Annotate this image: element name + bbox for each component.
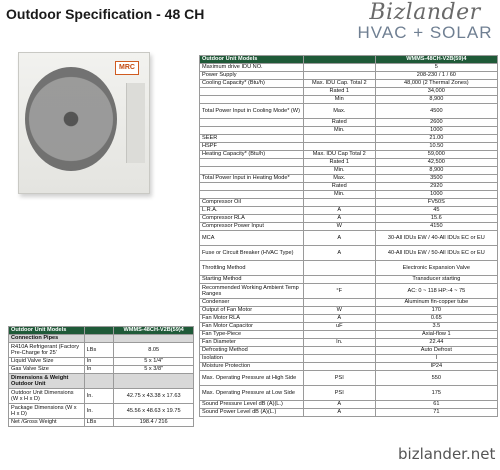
table-cell: 208-230 / 1 / 60	[375, 72, 497, 80]
table-cell: 1000	[375, 191, 497, 199]
table-row	[9, 358, 194, 366]
table-cell: Rated 1	[303, 88, 375, 96]
table-cell	[200, 159, 304, 167]
table-row	[9, 389, 194, 404]
table-cell: Transducer starting	[375, 276, 497, 284]
table-cell: 8,900	[375, 167, 497, 175]
table-cell: 175	[375, 386, 497, 401]
table-cell: A	[303, 246, 375, 261]
connection-dimension-table	[8, 326, 194, 427]
table-row	[200, 401, 498, 409]
table-cell: IP24	[375, 363, 497, 371]
brand-name: Bizlander	[369, 0, 481, 25]
table-row	[200, 127, 498, 135]
table-cell: Starting Method	[200, 276, 304, 284]
table-row	[200, 119, 498, 127]
table-row	[200, 355, 498, 363]
table-cell: A	[303, 207, 375, 215]
table-cell: LBs	[84, 343, 114, 358]
table-cell	[303, 331, 375, 339]
table-row	[200, 183, 498, 191]
table-header-row	[9, 327, 194, 335]
table-cell: 21.00	[375, 135, 497, 143]
table-cell: 550	[375, 371, 497, 386]
table-cell: 0.65	[375, 315, 497, 323]
table-row	[200, 331, 498, 339]
table-cell: Liquid Valve Size	[9, 358, 85, 366]
table-cell: In.	[303, 339, 375, 347]
table-row	[200, 299, 498, 307]
table-row	[9, 374, 194, 389]
table-cell: W	[303, 307, 375, 315]
website-url[interactable]: bizlander.net	[398, 445, 496, 463]
table-cell: Max. Operating Pressure at High Side	[200, 371, 304, 386]
table-cell: 3.5	[375, 323, 497, 331]
table-cell: Total Power Input in Heating Mode*	[200, 175, 304, 183]
table-row	[200, 207, 498, 215]
table-cell: I	[375, 355, 497, 363]
table-cell: 61	[375, 401, 497, 409]
table-cell: Auto Defrost	[375, 347, 497, 355]
table-row	[200, 231, 498, 246]
table-cell: Aluminum fin-copper tube	[375, 299, 497, 307]
table-row	[200, 284, 498, 299]
page-title: Outdoor Specification - 48 CH	[6, 6, 205, 22]
table-cell: 10.50	[375, 143, 497, 151]
table-cell: 48,000 (2 Thermal Zones)	[375, 80, 497, 88]
table-cell: Fan Type-Piece	[200, 331, 304, 339]
table-cell	[200, 127, 304, 135]
table-cell: Outdoor Unit Dimensions (W x H x D)	[9, 389, 85, 404]
table-cell: Min.	[303, 127, 375, 135]
table-cell: 5 x 1/4"	[114, 358, 194, 366]
table-row	[200, 276, 498, 284]
table-cell: In.	[84, 404, 114, 419]
table-cell	[84, 374, 114, 389]
table-cell	[200, 119, 304, 127]
table-cell: LBs	[84, 419, 114, 427]
table-cell: 59,000	[375, 151, 497, 159]
table-cell: 170	[375, 307, 497, 315]
table-cell: uF	[303, 323, 375, 331]
table-row	[200, 315, 498, 323]
table-row	[200, 215, 498, 223]
table-row	[200, 135, 498, 143]
table-cell: FV50S	[375, 199, 497, 207]
table-cell: Compressor Oil	[200, 199, 304, 207]
table-cell	[303, 261, 375, 276]
table-cell	[303, 143, 375, 151]
header-cell	[84, 327, 114, 335]
table-row	[200, 409, 498, 417]
table-row	[200, 96, 498, 104]
table-row	[200, 80, 498, 88]
main-spec-table	[199, 55, 498, 417]
table-cell: PSI	[303, 386, 375, 401]
table-cell: Maximum drive IDU NO.	[200, 64, 304, 72]
table-row	[9, 366, 194, 374]
table-cell: Fan Motor Capacitor	[200, 323, 304, 331]
table-row	[200, 64, 498, 72]
table-cell: Condenser	[200, 299, 304, 307]
table-cell: Package Dimensions (W x H x D)	[9, 404, 85, 419]
table-cell: Max.	[303, 175, 375, 183]
table-cell: 4150	[375, 223, 497, 231]
table-row	[200, 143, 498, 151]
table-cell: Max. IDU Cap Total 2	[303, 151, 375, 159]
table-cell: Fan Diameter	[200, 339, 304, 347]
table-cell: °F	[303, 284, 375, 299]
brand-logo	[350, 0, 500, 43]
table-cell: Rated	[303, 119, 375, 127]
table-cell	[200, 167, 304, 175]
table-cell	[303, 355, 375, 363]
table-cell: 2600	[375, 119, 497, 127]
table-cell: A	[303, 315, 375, 323]
table-cell: 22.44	[375, 339, 497, 347]
table-cell: 5 x 3/8"	[114, 366, 194, 374]
brand-tagline: HVAC + SOLAR	[357, 23, 493, 42]
table-cell: Heating Capacity* (Btu/h)	[200, 151, 304, 159]
table-cell: Power Supply	[200, 72, 304, 80]
table-cell: MCA	[200, 231, 304, 246]
table-row	[200, 175, 498, 183]
table-cell	[200, 183, 304, 191]
table-cell: In	[84, 366, 114, 374]
table-cell: Max.	[303, 104, 375, 119]
table-cell: Sound Power Level dB (A)(L.)	[200, 409, 304, 417]
table-row	[200, 347, 498, 355]
unit-badge: MRC	[115, 61, 139, 75]
table-cell: Throttling Method	[200, 261, 304, 276]
table-row	[200, 363, 498, 371]
table-cell: Max. Operating Pressure at Low Side	[200, 386, 304, 401]
table-cell: 40-All IDUs EW / 50-All IDUs EC or EU	[375, 246, 497, 261]
header-cell	[303, 56, 375, 64]
table-cell: Cooling Capacity* (Btu/h)	[200, 80, 304, 88]
table-cell: 45	[375, 207, 497, 215]
table-cell	[303, 72, 375, 80]
table-cell: HSPF	[200, 143, 304, 151]
table-cell: Fuse or Circuit Breaker (HVAC Type)	[200, 246, 304, 261]
table-cell: A	[303, 215, 375, 223]
table-cell: 8.05	[114, 343, 194, 358]
table-cell: A	[303, 409, 375, 417]
table-cell	[114, 335, 194, 343]
table-cell: 42.75 x 43.38 x 17.63	[114, 389, 194, 404]
header-cell: Outdoor Unit Models	[9, 327, 85, 335]
table-cell: 71	[375, 409, 497, 417]
table-row	[200, 261, 498, 276]
table-cell: 5	[375, 64, 497, 72]
table-cell	[114, 374, 194, 389]
table-row	[200, 167, 498, 175]
table-cell: Min	[303, 96, 375, 104]
table-cell: 42,500	[375, 159, 497, 167]
table-row	[200, 386, 498, 401]
table-cell: W	[303, 223, 375, 231]
unit-side-panel	[126, 83, 145, 163]
table-row	[200, 159, 498, 167]
table-cell: Net /Gross Weight	[9, 419, 85, 427]
header-cell: WMMS-48CH-V2B(59)4	[114, 327, 194, 335]
table-row	[200, 246, 498, 261]
table-cell	[303, 199, 375, 207]
table-row	[9, 343, 194, 358]
table-cell: Min.	[303, 167, 375, 175]
table-row	[200, 339, 498, 347]
table-cell: 15.6	[375, 215, 497, 223]
table-cell	[200, 191, 304, 199]
table-row	[9, 419, 194, 427]
header-cell: Outdoor Unit Models	[200, 56, 304, 64]
table-cell	[303, 299, 375, 307]
fan-grille-icon	[25, 67, 117, 171]
table-cell: A	[303, 401, 375, 409]
table-row	[200, 191, 498, 199]
table-cell: Moisture Protection	[200, 363, 304, 371]
table-cell: Axial-flow 1	[375, 331, 497, 339]
table-cell: R410A Refrigerant (Factory Pre-Charge for 25'	[9, 343, 85, 358]
table-cell: 198.4 / 216	[114, 419, 194, 427]
table-cell: Connection Pipes	[9, 335, 85, 343]
table-cell: Max. IDU Cap. Total 2	[303, 80, 375, 88]
table-cell	[303, 135, 375, 143]
table-row	[200, 223, 498, 231]
table-row	[9, 404, 194, 419]
table-row	[200, 307, 498, 315]
table-cell: PSI	[303, 371, 375, 386]
table-cell: Dimensions & Weight Outdoor Unit	[9, 374, 85, 389]
table-cell	[303, 276, 375, 284]
table-cell: Min.	[303, 191, 375, 199]
table-cell	[303, 64, 375, 72]
outdoor-unit-image	[18, 52, 150, 194]
table-row	[200, 151, 498, 159]
header-cell: WMMS-48CH-V2B(59)4	[375, 56, 497, 64]
table-cell	[303, 363, 375, 371]
table-row	[9, 335, 194, 343]
table-cell: AC: 0 ~ 118 HP:-4 ~ 75	[375, 284, 497, 299]
table-cell: Gas Valve Size	[9, 366, 85, 374]
table-cell: In	[84, 358, 114, 366]
table-cell: L.R.A.	[200, 207, 304, 215]
table-cell: SEER	[200, 135, 304, 143]
table-cell: Sound Pressure Level dB (A)(L.)	[200, 401, 304, 409]
table-cell: 3500	[375, 175, 497, 183]
table-cell: 2920	[375, 183, 497, 191]
table-cell: 4500	[375, 104, 497, 119]
table-cell: 1000	[375, 127, 497, 135]
table-cell: Compressor Power Input	[200, 223, 304, 231]
table-row	[200, 88, 498, 96]
table-cell: Output of Fan Motor	[200, 307, 304, 315]
table-cell: 30-All IDUs EW / 40-All IDUs EC or EU	[375, 231, 497, 246]
table-cell	[200, 96, 304, 104]
table-header-row	[200, 56, 498, 64]
table-cell: Compressor RLA	[200, 215, 304, 223]
table-cell: Defrosting Method	[200, 347, 304, 355]
table-cell	[84, 335, 114, 343]
table-cell: Rated	[303, 183, 375, 191]
table-cell: 34,000	[375, 88, 497, 96]
table-cell: 8,900	[375, 96, 497, 104]
table-cell: Fan Motor RLA	[200, 315, 304, 323]
table-cell: Electronic Expansion Valve	[375, 261, 497, 276]
table-cell	[303, 347, 375, 355]
table-row	[200, 72, 498, 80]
table-cell: A	[303, 231, 375, 246]
table-cell: Isolation	[200, 355, 304, 363]
table-row	[200, 104, 498, 119]
table-cell: In.	[84, 389, 114, 404]
table-cell: Rated 1	[303, 159, 375, 167]
table-cell: Recommended Working Ambient Temp Ranges	[200, 284, 304, 299]
table-cell: Total Power Input in Cooling Mode* (W)	[200, 104, 304, 119]
table-row	[200, 199, 498, 207]
table-cell: 45.56 x 48.63 x 19.75	[114, 404, 194, 419]
table-cell	[200, 88, 304, 96]
table-row	[200, 323, 498, 331]
table-row	[200, 371, 498, 386]
